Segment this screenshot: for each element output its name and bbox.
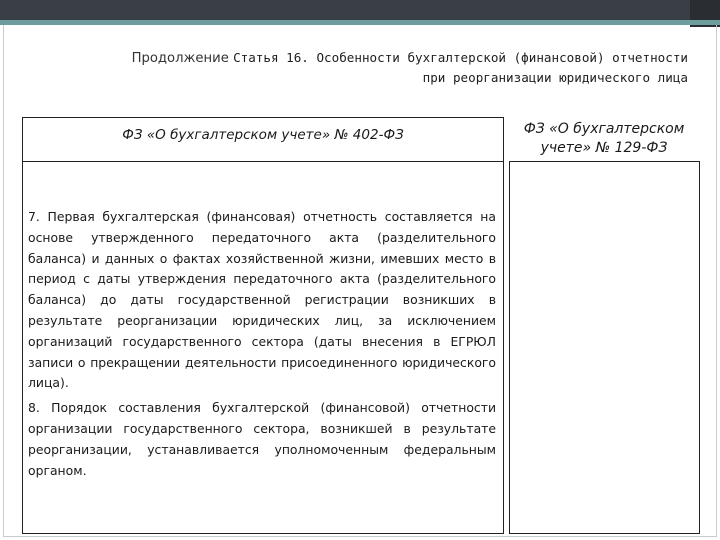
- title-prefix: Продолжение: [131, 51, 229, 66]
- slide-top-bar: [0, 0, 720, 20]
- page-title: [88, 48, 688, 87]
- right-column-cell: [509, 161, 700, 534]
- left-column-header: ФЗ «О бухгалтерском учете» № 402-ФЗ: [122, 127, 404, 143]
- right-column-header: ФЗ «О бухгалтерском учете» № 129-ФЗ: [523, 121, 685, 156]
- left-column-body: [28, 207, 496, 481]
- paragraph-7: 7. Первая бухгалтерская (финансовая) отчетность составляется на основе утвержденного передаточного акта (разделительного баланса) и данных о фактах хозяйственной жизни, имевших место в период с даты утверждения передаточного акта (разделительного баланса) до даты государственной регистрации возникших в результате реорганизации юридических лиц, за исключением организаций государственного сектора (даты внесения в ЕГРЮЛ записи о прекращении деятельности присоединенного юридического лица).: [28, 209, 496, 391]
- title-line-1: Статья 16. Особенности бухгалтерской (финансовой) отчетности: [233, 50, 688, 65]
- title-line-2: при реорганизации юридического лица: [422, 70, 688, 85]
- paragraph-8: 8. Порядок составления бухгалтерской (финансовой) отчетности организации государственного сектора, возникшей в результате реорганизации, устанавливается уполномоченным федеральным органом.: [28, 400, 496, 478]
- left-header-divider: [22, 161, 504, 162]
